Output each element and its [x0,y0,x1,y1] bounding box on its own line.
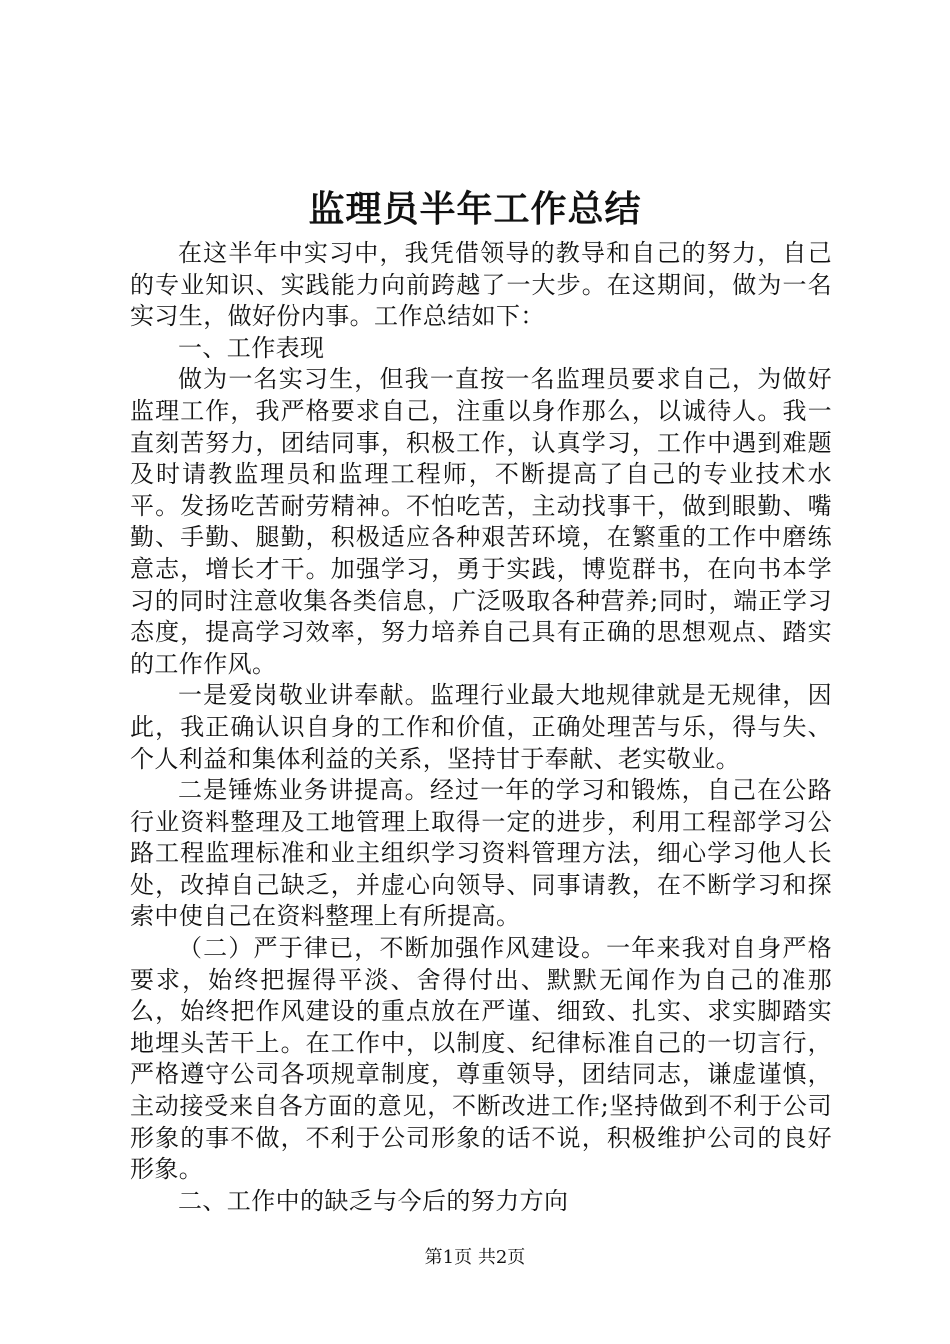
paragraph-skills: 二是锤炼业务讲提高。经过一年的学习和锻炼，自己在公路行业资料整理及工地管理上取得一定的进步，利用工程部学习公路工程监理标准和业主组织学习资料管理方法，细心学习他人长处，改掉自己缺乏，并虚心向领导、同事请教，在不断学习和探索中使自己在资料整理上有所提高。 [130,776,832,931]
paragraph-intro: 在这半年中实习中，我凭借领导的教导和自己的努力，自己的专业知识、实践能力向前跨越了一大步。在这期间，做为一名实习生，做好份内事。工作总结如下： [130,239,832,331]
section-heading-work-performance: 一、工作表现 [178,333,325,362]
document-title: 监理员半年工作总结 [308,188,642,230]
paragraph-dedication: 一是爱岗敬业讲奉献。监理行业最大地规律就是无规律，因此，我正确认识自身的工作和价值，正确处理苦与乐，得与失、个人利益和集体利益的关系，坚持甘于奉献、老实敬业。 [130,681,832,773]
paragraph-discipline: （二）严于律已，不断加强作风建设。一年来我对自身严格要求，始终把握得平淡、舍得付出、默默无闻作为自己的准那么，始终把作风建设的重点放在严谨、细致、扎实、求实脚踏实地埋头苦干上。在工作中，以制度、纪律标准自己的一切言行，严格遵守公司各项规章制度，尊重领导，团结同志，谦虚谨慎，主动接受来自各方面的意见，不断改进工作;坚持做到不利于公司形象的事不做，不利于公司形象的话不说，积极维护公司的良好形象。 [130,934,832,1184]
paragraph-work-performance: 做为一名实习生，但我一直按一名监理员要求自己，为做好监理工作，我严格要求自己，注重以身作那么，以诚待人。我一直刻苦努力，团结同事，积极工作，认真学习，工作中遇到难题及时请教监理员和监理工程师，不断提高了自己的专业技术水平。发扬吃苦耐劳精神。不怕吃苦，主动找事干，做到眼勤、嘴勤、手勤、腿勤，积极适应各种艰苦环境，在繁重的工作中磨练意志，增长才干。加强学习，勇于实践，博览群书，在向书本学习的同时注意收集各类信息，广泛吸取各种营养;同时，端正学习态度，提高学习效率，努力培养自己具有正确的思想观点、踏实的工作作风。 [130,365,832,678]
page-footer: 第1页 共2页 [424,1247,526,1268]
section-heading-shortcomings: 二、工作中的缺乏与今后的努力方向 [178,1186,569,1215]
document-body [130,238,832,1217]
